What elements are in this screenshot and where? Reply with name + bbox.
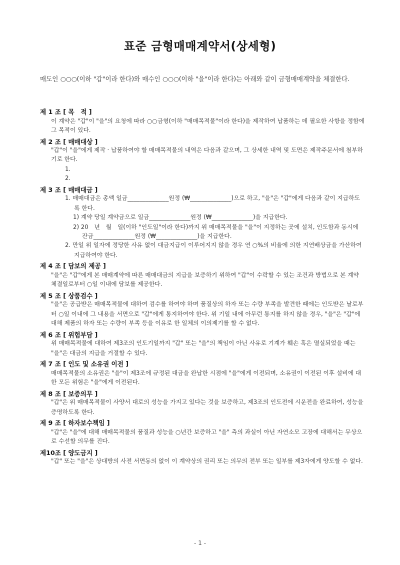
document-title: 표준 금형매매계약서(상세형): [123, 39, 277, 53]
sub-list-item: 1) 계약 당일 계약금으로 일금______________원정 (₩______________)을 지급한다.: [73, 215, 288, 222]
article-10: [40, 449, 365, 468]
articles-section: [40, 108, 365, 469]
article-title: 제 4 조 [ 담보의 제공 ]: [40, 263, 106, 271]
article-title: 제 2 조 [ 매매대상 ]: [40, 138, 98, 146]
list-item: 2. 만일 위 일자에 정당한 사유 없이 대금지급이 이루어지지 않을 경우 연 ○%의 비율에 의한 지연배상금을 가산하여 지급하여야 한다.: [65, 243, 362, 259]
article-3: [40, 186, 365, 261]
article-4: [40, 262, 365, 290]
article-text: "을"은 공급받은 매매목적물에 대하여 검수를 하여야 하며 품질상의 하자 또는 수량 부족을 발견한 때에는 인도받은 날로부터 ○일 이내에 그 내용을 서면으로 "갑"에게 통지하여야 한다. 위 기일 내에 아무런 통지를 하지 않을 경우, "을"은 "갑"에 대해 제품의 하자 또는 수량이 부족 등을 이유로 한 일체의 이의제기를 할 수 없다.: [51, 302, 364, 328]
article-text: "갑"이 "을"에게 제작 · 납품하여야 할 매매목적물의 내역은 다음과 같으며, 그 상세한 내역 및 도면은 제작주문서에 첨부하기로 한다.: [51, 148, 363, 164]
page-number: - 1 -: [194, 540, 206, 547]
article-9: [40, 419, 365, 447]
article-title: 제 9 조 [ 하자보수책임 ]: [40, 420, 110, 428]
article-title: 제 7 조 [ 인도 및 소유권 이전 ]: [40, 361, 129, 369]
list-item: 1.: [65, 166, 71, 173]
sub-list-item: 2) 20 년 월 일(이하 "인도일"이라 한다)까지 위 매매목적물을 "을"이 지정하는 곳에 설치, 인도함과 동시에 잔금______________원정 (₩______________)을 지급한다.: [73, 224, 359, 240]
article-text: 이 계약은 "갑"이 "을"의 요청에 따라 ○○금형(이하 "매매목적물"이라 한다)을 제작하여 납품하는 데 필요한 사항을 정함에 그 목적이 있다.: [51, 118, 365, 134]
article-7: [40, 360, 365, 388]
article-title: 제 5 조 [ 상품검수 ]: [40, 292, 98, 300]
article-2: [40, 138, 365, 185]
article-text: "갑" 또는 "을"은 상대방의 사전 서면동의 없이 이 계약상의 권리 또는 의무의 전부 또는 일부를 제3자에게 양도할 수 없다.: [51, 459, 363, 466]
article-text: 매매목적물의 소유권은 "을"이 제3조에 규정된 대금을 완납한 시점에 "을"에게 이전되며, 소유권이 이전된 이후 설비에 대한 모든 위험은 "을"에게 이전된다.: [51, 370, 362, 387]
article-1: [40, 108, 365, 136]
article-5: [40, 292, 365, 330]
article-text: 위 매매목적물에 대하여 제3조의 인도기일까지 "갑" 또는 "을"의 책임이 아닌 사유로 기계가 훼손 혹은 멸실되었을 때는 "을"은 대금의 지급을 거절할 수 있다.: [51, 341, 356, 357]
intro-paragraph: 매도인 ○○○(이하 "갑"이라 한다)와 매수인 ○○○(이하 "을"이라 한다)는 아래와 같이 금형매매계약을 체결한다.: [40, 76, 350, 83]
article-8: [40, 390, 365, 418]
article-title: 제 3 조 [ 매매대금 ]: [40, 186, 98, 194]
article-text: "갑"은 "을"에 대해 매매목적물의 품질과 성능을 ○년간 보증하고 "을" 측의 과실이 아닌 자연소모 고장에 대해서는 무상으로 수선할 의무를 진다.: [51, 429, 363, 446]
article-6: [40, 331, 365, 359]
article-text: "을"은 "갑"에게 본 매매계약에 따른 매매대금의 지급을 보증하기 위하여 "갑"이 수락할 수 있는 조건과 방법으로 본 계약 체결일로부터 ○일 이내에 담보를 제공한다.: [51, 272, 359, 289]
list-item: 2.: [65, 176, 71, 183]
article-title: 제10조 [ 양도금지 ]: [40, 449, 98, 457]
article-title: 제 1 조 [ 목 적 ]: [40, 109, 92, 116]
article-title: 제 8 조 [ 보증의무 ]: [40, 390, 98, 398]
list-item: 1. 매매대금은 총액 일금______________원정 (₩______________)으로 하고, "을"은 "갑"에게 다음과 같이 지급하도록 한다.: [65, 196, 360, 212]
article-text: "갑"은 위 매매목적물이 사양서 대로의 성능을 가지고 있다는 것을 보증하고, 제3조의 인도전에 시운전을 완료하여, 성능을 증명하도록 한다.: [51, 400, 364, 416]
article-title: 제 6 조 [ 위험부담 ]: [40, 331, 98, 339]
